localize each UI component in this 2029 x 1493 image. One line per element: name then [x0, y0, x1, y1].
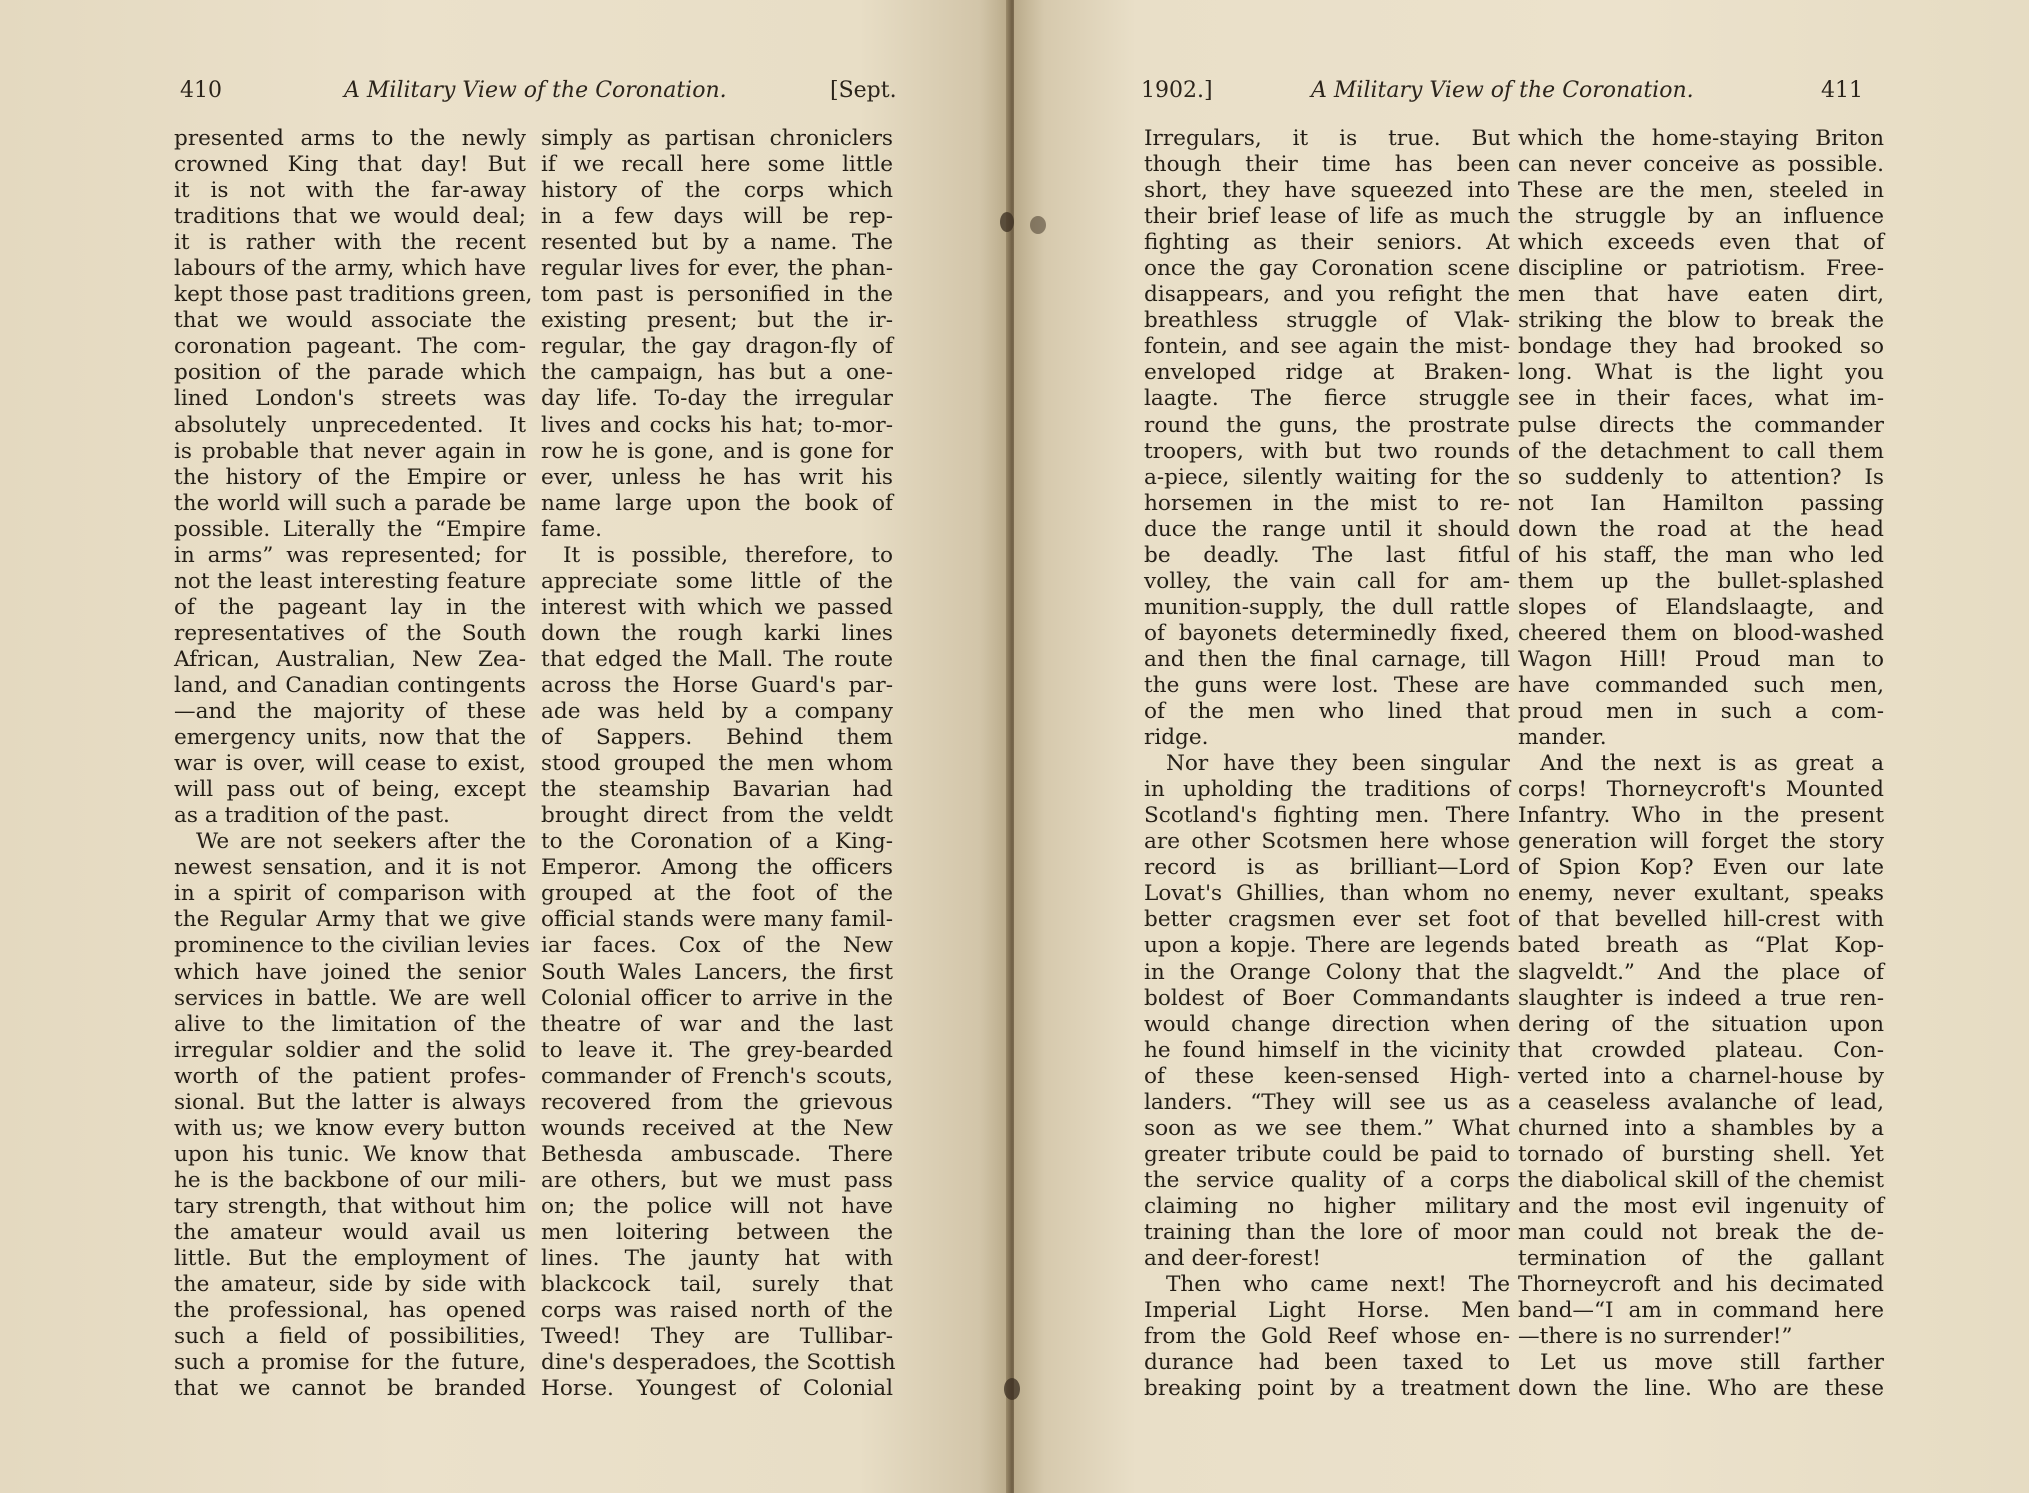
text-line: of Spion Kop? Even our late: [1518, 855, 1884, 881]
text-line: the world will such a parade be: [174, 490, 526, 516]
text-line: row he is gone, and is gone for: [541, 438, 893, 464]
text-line: official stands were many famil-: [541, 907, 893, 933]
text-line: not Ian Hamilton passing: [1518, 490, 1884, 516]
text-line: appreciate some little of the: [541, 568, 893, 594]
text-line: breathless struggle of Vlak-: [1144, 308, 1510, 334]
text-line: are other Scotsmen here whose: [1144, 829, 1510, 855]
text-line: breaking point by a treatment: [1144, 1376, 1510, 1402]
text-line: a-piece, silently waiting for the: [1144, 464, 1510, 490]
text-line: termination of the gallant: [1518, 1246, 1884, 1272]
text-line: the Regular Army that we give: [174, 907, 526, 933]
text-line: landers. “They will see us as: [1144, 1089, 1510, 1115]
text-line: sional. But the latter is always: [174, 1089, 526, 1115]
text-line: that crowded plateau. Con-: [1518, 1037, 1884, 1063]
text-line: Lovat's Ghillies, than whom no: [1144, 881, 1510, 907]
text-line: upon a kopje. There are legends: [1144, 933, 1510, 959]
text-line: of the pageant lay in the: [174, 594, 526, 620]
text-line: services in battle. We are well: [174, 985, 526, 1011]
text-line: blackcock tail, surely that: [541, 1272, 893, 1298]
text-line: a ceaseless avalanche of lead,: [1518, 1089, 1884, 1115]
text-line: Horse. Youngest of Colonial: [541, 1376, 893, 1402]
text-line: once the gay Coronation scene: [1144, 256, 1510, 282]
text-line: down the road at the head: [1518, 516, 1884, 542]
running-date: 1902.]: [1141, 78, 1213, 103]
text-line: land, and Canadian contingents: [174, 672, 526, 698]
text-line: grouped at the foot of the: [541, 881, 893, 907]
text-line: the professional, has opened: [174, 1298, 526, 1324]
text-line: kept those past traditions green,: [174, 282, 533, 308]
text-line: pulse directs the commander: [1518, 412, 1884, 438]
text-line: generation will forget the story: [1518, 829, 1884, 855]
text-column-2: [1518, 126, 1884, 1402]
text-line: them up the bullet-splashed: [1518, 568, 1884, 594]
text-line: better cragsmen ever set foot: [1144, 907, 1510, 933]
text-line: on; the police will not have: [541, 1193, 893, 1219]
text-line: training than the lore of moor: [1144, 1219, 1510, 1245]
text-line: irregular soldier and the solid: [174, 1037, 526, 1063]
text-line: recovered from the grievous: [541, 1089, 893, 1115]
text-line: ever, unless he has writ his: [541, 464, 893, 490]
text-line: commander of French's scouts,: [541, 1063, 893, 1089]
text-line: emergency units, now that the: [174, 725, 526, 751]
text-line: have commanded such men,: [1518, 672, 1884, 698]
text-line: the amateur, side by side with: [174, 1272, 526, 1298]
text-line: stood grouped the men whom: [541, 751, 893, 777]
text-line: boldest of Boer Commandants: [1144, 985, 1510, 1011]
text-line: such a field of possibilities,: [174, 1324, 526, 1350]
text-line: that we cannot be branded: [174, 1376, 526, 1402]
text-line: tom past is personified in the: [541, 282, 893, 308]
text-line: Then who came next! The: [1166, 1272, 1510, 1298]
text-line: ade was held by a company: [541, 699, 893, 725]
text-line: is probable that never again in: [174, 438, 526, 464]
text-line: traditions that we would deal;: [174, 204, 526, 230]
text-line: in upholding the traditions of: [1144, 777, 1510, 803]
text-line: It is possible, therefore, to: [563, 542, 893, 568]
text-line: from the Gold Reef whose en-: [1144, 1324, 1510, 1350]
text-line: fame.: [541, 516, 602, 542]
text-line: round the guns, the prostrate: [1144, 412, 1510, 438]
text-line: the guns were lost. These are: [1144, 672, 1510, 698]
text-line: slopes of Elandslaagte, and: [1518, 594, 1884, 620]
text-line: down the rough karki lines: [541, 620, 893, 646]
text-line: which have joined the senior: [174, 959, 526, 985]
text-line: Irregulars, it is true. But: [1144, 126, 1510, 151]
text-line: he found himself in the vicinity: [1144, 1037, 1510, 1063]
text-line: We are not seekers after the: [196, 829, 526, 855]
running-title: A Military View of the Coronation.: [344, 78, 727, 103]
text-line: claiming no higher military: [1144, 1193, 1510, 1219]
text-line: little. But the employment of: [174, 1246, 526, 1272]
text-line: disappears, and you refight the: [1144, 282, 1510, 308]
text-line: proud men in such a com-: [1518, 699, 1884, 725]
text-line: labours of the army, which have: [174, 256, 526, 282]
text-line: —and the majority of these: [174, 699, 526, 725]
text-line: absolutely unprecedented. It: [174, 412, 526, 438]
text-line: to the Coronation of a King-: [541, 829, 893, 855]
text-line: of Sappers. Behind them: [541, 725, 893, 751]
text-line: enveloped ridge at Braken-: [1144, 360, 1510, 386]
text-line: as a tradition of the past.: [174, 803, 450, 829]
text-line: short, they have squeezed into: [1144, 178, 1510, 204]
binding-hole: [1004, 1378, 1020, 1400]
text-line: lives and cocks his hat; to-mor-: [541, 412, 893, 438]
text-line: men loitering between the: [541, 1219, 893, 1245]
text-line: in a few days will be rep-: [541, 204, 893, 230]
text-line: simply as partisan chroniclers: [541, 126, 893, 151]
text-line: long. What is the light you: [1518, 360, 1884, 386]
text-line: iar faces. Cox of the New: [541, 933, 893, 959]
text-line: that we would associate the: [174, 308, 526, 334]
text-line: existing present; but the ir-: [541, 308, 893, 334]
text-line: the steamship Bavarian had: [541, 777, 893, 803]
text-line: laagte. The fierce struggle: [1144, 386, 1510, 412]
text-line: that edged the Mall. The route: [541, 646, 893, 672]
text-line: coronation pageant. The com-: [174, 334, 526, 360]
text-line: presented arms to the newly: [174, 126, 526, 151]
text-line: tornado of bursting shell. Yet: [1518, 1141, 1884, 1167]
text-line: it is not with the far-away: [174, 178, 526, 204]
text-line: Let us move still farther: [1540, 1350, 1884, 1376]
text-line: Thorneycroft and his decimated: [1518, 1272, 1884, 1298]
text-line: regular lives for ever, the phan-: [541, 256, 893, 282]
text-line: man could not break the de-: [1518, 1219, 1884, 1245]
text-line: can never conceive as possible.: [1518, 152, 1884, 178]
text-line: record is as brilliant—Lord: [1144, 855, 1510, 881]
text-line: the amateur would avail us: [174, 1219, 526, 1245]
text-line: in a spirit of comparison with: [174, 881, 526, 907]
text-line: upon his tunic. We know that: [174, 1141, 526, 1167]
text-line: slaughter is indeed a true ren-: [1518, 985, 1884, 1011]
text-line: discipline or patriotism. Free-: [1518, 256, 1884, 282]
text-line: he is the backbone of our mili-: [174, 1167, 526, 1193]
text-line: of his staff, the man who led: [1518, 542, 1884, 568]
text-line: down the line. Who are these: [1518, 1376, 1884, 1402]
text-line: are others, but we must pass: [541, 1167, 893, 1193]
text-line: South Wales Lancers, the first: [541, 959, 893, 985]
text-line: bated breath as “Plat Kop-: [1518, 933, 1884, 959]
text-line: theatre of war and the last: [541, 1011, 893, 1037]
text-line: and then the final carnage, till: [1144, 646, 1510, 672]
text-line: position of the parade which: [174, 360, 526, 386]
binding-hole: [1000, 212, 1014, 232]
text-line: durance had been taxed to: [1144, 1350, 1510, 1376]
text-line: dering of the situation upon: [1518, 1011, 1884, 1037]
text-line: wounds received at the New: [541, 1115, 893, 1141]
text-line: greater tribute could be paid to: [1144, 1141, 1510, 1167]
text-line: newest sensation, and it is not: [174, 855, 526, 881]
binding-hole: [1030, 216, 1046, 234]
text-line: tary strength, that without him: [174, 1193, 526, 1219]
text-line: Tweed! They are Tullibar-: [541, 1324, 893, 1350]
text-line: to leave it. The grey-bearded: [541, 1037, 893, 1063]
text-line: munition-supply, the dull rattle: [1144, 594, 1510, 620]
text-line: their brief lease of life as much: [1144, 204, 1510, 230]
text-line: Wagon Hill! Proud man to: [1518, 646, 1884, 672]
text-line: which exceeds even that of: [1518, 230, 1884, 256]
text-line: Emperor. Among the officers: [541, 855, 893, 881]
text-line: dine's desperadoes, the Scottish: [541, 1350, 896, 1376]
text-line: horsemen in the mist to re-: [1144, 490, 1510, 516]
text-line: Imperial Light Horse. Men: [1144, 1298, 1510, 1324]
text-line: and deer-forest!: [1144, 1246, 1321, 1272]
text-line: of bayonets determinedly fixed,: [1144, 620, 1510, 646]
text-line: corps was raised north of the: [541, 1298, 893, 1324]
text-line: lined London's streets was: [174, 386, 526, 412]
text-line: regular, the gay dragon-fly of: [541, 334, 893, 360]
text-line: —there is no surrender!”: [1518, 1324, 1793, 1350]
text-line: with us; we know every button: [174, 1115, 526, 1141]
text-line: Colonial officer to arrive in the: [541, 985, 893, 1011]
text-line: fighting as their seniors. At: [1144, 230, 1510, 256]
text-line: not the least interesting feature: [174, 568, 526, 594]
right-page: [1014, 0, 2029, 1493]
text-line: war is over, will cease to exist,: [174, 751, 526, 777]
text-line: Nor have they been singular: [1166, 751, 1510, 777]
text-line: would change direction when: [1144, 1011, 1510, 1037]
text-line: worth of the patient profes-: [174, 1063, 526, 1089]
text-line: the history of the Empire or: [174, 464, 526, 490]
text-line: though their time has been: [1144, 152, 1510, 178]
text-line: slagveldt.” And the place of: [1518, 959, 1884, 985]
text-line: ridge.: [1144, 725, 1209, 751]
text-line: troopers, with but two rounds: [1144, 438, 1510, 464]
text-line: see in their faces, what im-: [1518, 386, 1884, 412]
text-line: in the Orange Colony that the: [1144, 959, 1510, 985]
text-line: Infantry. Who in the present: [1518, 803, 1884, 829]
text-line: day life. To-day the irregular: [541, 386, 893, 412]
text-line: of that bevelled hill-crest with: [1518, 907, 1884, 933]
text-line: alive to the limitation of the: [174, 1011, 526, 1037]
text-column-1: [174, 126, 533, 1402]
text-line: prominence to the civilian levies: [174, 933, 530, 959]
text-column-2: [541, 126, 896, 1402]
text-line: brought direct from the veldt: [541, 803, 893, 829]
text-line: such a promise for the future,: [174, 1350, 526, 1376]
text-line: men that have eaten dirt,: [1518, 282, 1884, 308]
text-line: lines. The jaunty hat with: [541, 1246, 893, 1272]
text-line: fontein, and see again the mist-: [1144, 334, 1510, 360]
text-column-1: [1144, 126, 1510, 1402]
text-line: These are the men, steeled in: [1518, 178, 1884, 204]
text-line: striking the blow to break the: [1518, 308, 1884, 334]
text-line: if we recall here some little: [541, 152, 893, 178]
text-line: the diabolical skill of the chemist: [1518, 1167, 1884, 1193]
text-line: soon as we see them.” What: [1144, 1115, 1510, 1141]
text-line: Scotland's fighting men. There: [1144, 803, 1510, 829]
page-number: 411: [1821, 78, 1863, 103]
text-line: interest with which we passed: [541, 594, 893, 620]
text-line: cheered them on blood-washed: [1518, 620, 1884, 646]
text-line: it is rather with the recent: [174, 230, 526, 256]
text-line: churned into a shambles by a: [1518, 1115, 1884, 1141]
text-line: corps! Thorneycroft's Mounted: [1518, 777, 1884, 803]
text-line: enemy, never exultant, speaks: [1518, 881, 1884, 907]
text-line: crowned King that day! But: [174, 152, 526, 178]
text-line: verted into a charnel-house by: [1518, 1063, 1884, 1089]
running-title: A Military View of the Coronation.: [1311, 78, 1694, 103]
text-line: the service quality of a corps: [1144, 1167, 1510, 1193]
text-line: across the Horse Guard's par-: [541, 672, 893, 698]
text-line: of these keen-sensed High-: [1144, 1063, 1510, 1089]
text-line: in arms” was represented; for: [174, 542, 526, 568]
text-line: Bethesda ambuscade. There: [541, 1141, 893, 1167]
text-line: which the home-staying Briton: [1518, 126, 1884, 151]
text-line: bondage they had brooked so: [1518, 334, 1884, 360]
text-line: volley, the vain call for am-: [1144, 568, 1510, 594]
text-line: and the most evil ingenuity of: [1518, 1193, 1884, 1219]
left-page: [0, 0, 1010, 1493]
text-line: of the detachment to call them: [1518, 438, 1884, 464]
text-line: so suddenly to attention? Is: [1518, 464, 1884, 490]
text-line: And the next is as great a: [1540, 751, 1884, 777]
text-line: name large upon the book of: [541, 490, 893, 516]
text-line: band—“I am in command here: [1518, 1298, 1884, 1324]
text-line: the campaign, has but a one-: [541, 360, 893, 386]
text-line: resented but by a name. The: [541, 230, 893, 256]
text-line: history of the corps which: [541, 178, 893, 204]
text-line: mander.: [1518, 725, 1607, 751]
text-line: possible. Literally the “Empire: [174, 516, 526, 542]
text-line: African, Australian, New Zea-: [174, 646, 526, 672]
text-line: will pass out of being, except: [174, 777, 526, 803]
text-line: duce the range until it should: [1144, 516, 1510, 542]
page-number: 410: [180, 78, 222, 103]
text-line: representatives of the South: [174, 620, 526, 646]
running-date: [Sept.: [830, 78, 897, 103]
text-line: the struggle by an influence: [1518, 204, 1884, 230]
text-line: of the men who lined that: [1144, 699, 1510, 725]
text-line: be deadly. The last fitful: [1144, 542, 1510, 568]
